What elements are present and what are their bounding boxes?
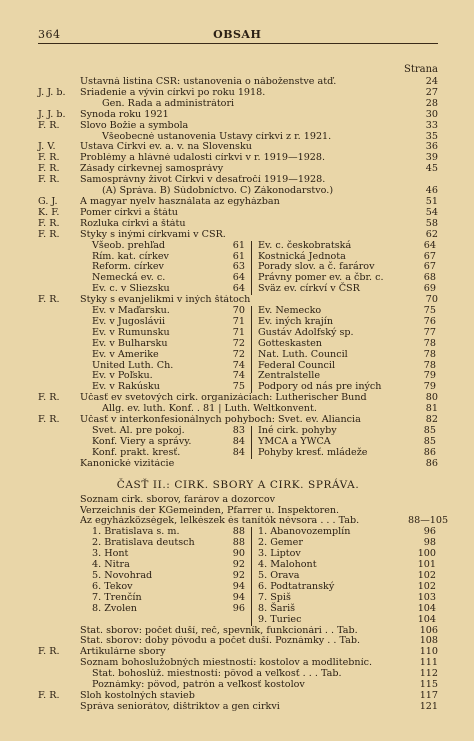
- item-page: 84: [232, 446, 245, 458]
- item-name: Federal Council: [258, 359, 336, 371]
- item-name: 6. Tekov: [92, 580, 133, 592]
- header-rule: [38, 43, 438, 44]
- page-title: OBSAH: [213, 28, 262, 41]
- item-name: Ev. v Rumunsku: [92, 326, 170, 338]
- entry-title: Samosprávny život Církvi v desaťročí 1919—1928.: [80, 175, 326, 186]
- item-name: Ev. v Poľsku.: [92, 370, 153, 382]
- item-name: Pohyby kresť. mládeže: [258, 446, 368, 458]
- author-tag: F. R.: [38, 646, 60, 658]
- entry-page: 27: [425, 86, 438, 98]
- item-page: 68: [423, 272, 436, 284]
- author-tag: F. R.: [38, 228, 60, 240]
- item-name: Zentralstelle: [258, 370, 321, 382]
- entry-title: Rozluka církvi a štátu: [80, 218, 186, 229]
- grid-left-cell: [92, 350, 252, 361]
- item-page: 78: [423, 348, 436, 360]
- item-page: 75: [232, 381, 245, 393]
- item-name: 7. Trenčín: [92, 591, 142, 603]
- item-page: 92: [232, 559, 245, 571]
- grid-left-cell: [92, 448, 252, 459]
- toc-entry: [38, 506, 438, 517]
- toc-entry: [38, 415, 438, 426]
- grid-right-cell: [252, 350, 436, 361]
- entry-page: 62: [425, 228, 438, 240]
- entry-page: 28: [425, 97, 438, 109]
- toc-block-a: [38, 77, 438, 241]
- item-name: Konf. prakt. kresť.: [92, 446, 181, 458]
- entry-title: Verzeichnis der KGemeinden, Pfarrer u. Inspektoren.: [80, 505, 340, 516]
- grid-left-cell: [92, 615, 252, 626]
- entry-page: 46: [425, 185, 438, 197]
- item-page: 102: [417, 580, 436, 592]
- entry-title: Ústavná listina ČSR: ustanovenia o náboženstve atď.: [80, 77, 337, 87]
- toc-entry: [38, 647, 438, 658]
- author-tag: F. R.: [38, 119, 60, 131]
- entry-title: Účasť v interkonfesionálnych pohyboch: Svet. ev. Aliancia: [80, 415, 361, 426]
- author-tag: F. R.: [38, 392, 60, 404]
- toc-entry: [38, 658, 438, 669]
- entry-title: Styky s evanjelikmi v iných štátoch: [80, 295, 251, 306]
- entry-page: 112: [419, 668, 438, 680]
- author-tag: F. R.: [38, 294, 60, 306]
- entry-title: Sriadenie a vývin církvi po roku 1918.: [80, 87, 266, 98]
- item-name: Reform. církev: [92, 261, 164, 273]
- item-name: 7. Spiš: [258, 591, 291, 603]
- toc-entry: [38, 197, 438, 208]
- item-name: Právny pomer ev. a čbr. c.: [258, 272, 384, 284]
- entry-page: 54: [425, 206, 438, 218]
- entry-page: 70: [425, 294, 438, 306]
- item-page: 61: [232, 250, 245, 262]
- section-heading: ČASŤ II.: CIRK. SBORY A CIRK. SPRÁVA.: [116, 478, 360, 491]
- author-tag: J. J. b.: [38, 86, 66, 98]
- entry-title: Styky s inými církvami v ČSR.: [80, 229, 226, 240]
- item-name: United Luth. Ch.: [92, 359, 174, 371]
- item-page: 64: [232, 272, 245, 284]
- entry-title: Az egyházközségek, lelkészek és tanítók névsora . . . Tab.: [80, 516, 360, 527]
- grid-right-cell: [252, 448, 436, 459]
- entry-page: 35: [425, 130, 438, 142]
- author-tag: F. R.: [38, 152, 60, 164]
- toc-entry: [38, 691, 438, 702]
- toc-entry: [38, 208, 438, 219]
- entry-page: 80: [425, 392, 438, 404]
- entry-title: Účasť ev svetových cirk. organizáciach: Lutherischer Bund: [80, 393, 367, 404]
- entry-page: 88—105: [408, 515, 449, 527]
- item-name: Gotteskasten: [258, 337, 322, 349]
- toc-entry: [38, 142, 438, 153]
- entry-page: 58: [425, 217, 438, 229]
- item-name: 4. Nitra: [92, 559, 130, 571]
- item-page: 75: [423, 305, 436, 317]
- item-name: Kostnická Jednota: [258, 250, 346, 262]
- entry-page: 121: [419, 700, 438, 712]
- item-page: 78: [423, 359, 436, 371]
- item-page: 102: [417, 569, 436, 581]
- item-name: Ev. iných krajín: [258, 315, 333, 327]
- toc-entry: [38, 230, 438, 241]
- entry-title: Allg. ev. luth. Konf. . 81 | Luth. Weltkonvent.: [102, 404, 317, 415]
- entry-title: Artikulárne sbory: [80, 647, 166, 658]
- page-number: 364: [38, 28, 61, 41]
- item-name: 9. Turiec: [258, 613, 302, 625]
- toc-entry: [38, 393, 438, 404]
- item-name: Rím. kat. církev: [92, 250, 169, 262]
- item-page: 104: [417, 602, 436, 614]
- item-name: Konf. Viery a správy.: [92, 435, 192, 447]
- item-page: 96: [423, 526, 436, 538]
- item-page: 63: [232, 261, 245, 273]
- item-page: 94: [232, 580, 245, 592]
- styky-states-table: [92, 306, 438, 393]
- author-tag: F. R.: [38, 689, 60, 701]
- item-name: Nemecká ev. c.: [92, 272, 166, 284]
- entry-title: Štat. bohoslúž. miestností: pôvod a veľkosť . . . Tab.: [92, 669, 342, 680]
- entry-title: Štat. sborov: počet duší, reč, spevník, funkcionári . . Tab.: [80, 625, 358, 636]
- toc-entry: [38, 404, 438, 415]
- item-page: 84: [232, 435, 245, 447]
- item-page: 61: [232, 239, 245, 251]
- toc-entry: [38, 121, 438, 132]
- item-page: 71: [232, 326, 245, 338]
- author-tag: F. R.: [38, 163, 60, 175]
- entry-page: 117: [419, 689, 438, 701]
- grid-right-cell: [252, 241, 436, 252]
- entry-page: 82: [425, 414, 438, 426]
- entry-page: 86: [425, 457, 438, 469]
- item-name: Ev. v Maďarsku.: [92, 305, 170, 317]
- toc-entry: [38, 636, 438, 647]
- toc-block-c: [38, 393, 438, 426]
- entry-page: 115: [419, 679, 438, 691]
- toc-entry: [38, 132, 438, 143]
- grid-left-cell: [92, 604, 252, 615]
- entry-title: Synoda roku 1921: [80, 109, 169, 120]
- item-name: Ev. c. českobratská: [258, 239, 352, 251]
- entry-title: Soznam cirk. sborov, farárov a dozorcov: [80, 494, 276, 505]
- toc-entry: [38, 110, 438, 121]
- item-name: Ev. v Rakúsku: [92, 381, 160, 393]
- toc-entry: [38, 669, 438, 680]
- item-page: 100: [417, 548, 436, 560]
- entry-title: Poznámky: pôvod, patrón a veľkosť kostolov: [92, 680, 305, 691]
- item-page: 96: [232, 602, 245, 614]
- toc-entry: [38, 219, 438, 230]
- item-page: 94: [232, 591, 245, 603]
- item-page: 74: [232, 370, 245, 382]
- item-page: 86: [423, 446, 436, 458]
- entry-page: 30: [425, 108, 438, 120]
- entry-title: Štat. sborov: doby pôvodu a počet duší. Poznámky . . Tab.: [80, 636, 361, 647]
- item-page: 72: [232, 337, 245, 349]
- page-header: [38, 28, 438, 41]
- item-page: 64: [232, 283, 245, 295]
- item-page: 88: [232, 526, 245, 538]
- grid-right-cell: [252, 604, 436, 615]
- districts-table: [92, 527, 438, 625]
- entry-page: 36: [425, 141, 438, 153]
- item-name: 8. Zvolen: [92, 602, 137, 614]
- item-name: Iné cirk. pohyby: [258, 425, 337, 436]
- item-page: 67: [423, 250, 436, 262]
- toc-entry: [38, 495, 438, 506]
- item-name: 1. Abanovozemplín: [258, 526, 351, 538]
- toc-entry: [38, 153, 438, 164]
- author-tag: G. J.: [38, 195, 58, 207]
- item-name: 3. Liptov: [258, 548, 301, 560]
- grid-right-cell: [252, 284, 436, 295]
- item-page: 70: [232, 305, 245, 317]
- entry-title: A magyar nyelv használata az egyházban: [80, 196, 280, 207]
- entry-title: (A) Správa. B) Súdobníctvo. C) Zákonodarstvo.): [102, 186, 334, 197]
- entry-title: Soznam bohoslužobných miestností: kostolov a modlitebníc.: [80, 658, 373, 669]
- item-name: 6. Podtatranský: [258, 580, 335, 592]
- item-page: 78: [423, 337, 436, 349]
- entry-page: 33: [425, 119, 438, 131]
- toc-entry: [38, 626, 438, 637]
- item-name: 2. Bratislava deutsch: [92, 537, 195, 549]
- toc-entry: [38, 99, 438, 110]
- author-tag: J. J. b.: [38, 108, 66, 120]
- toc-entry: [38, 459, 438, 470]
- item-name: 3. Hont: [92, 548, 129, 560]
- grid-right-cell: [252, 382, 436, 393]
- entry-page: 111: [419, 657, 438, 669]
- item-page: 69: [423, 283, 436, 295]
- toc-entry: [38, 295, 438, 306]
- entry-title: Sloh kostolných stavieb: [80, 690, 195, 701]
- grid-right-cell: [252, 615, 436, 626]
- entry-page: 81: [425, 403, 438, 415]
- interkonfes-table: [92, 426, 438, 459]
- entry-page: 110: [419, 646, 438, 658]
- entry-title: Správa seniorátov, dištriktov a gen cirkvi: [80, 701, 280, 712]
- item-page: 103: [417, 591, 436, 603]
- item-name: Porady slov. a č. farárov: [258, 261, 375, 273]
- item-page: 92: [232, 569, 245, 581]
- entry-title: Zásady církevnej samosprávy: [80, 164, 224, 175]
- entry-page: 106: [419, 624, 438, 636]
- item-name: Svet. Al. pre pokoj.: [92, 425, 185, 436]
- entry-page: 39: [425, 152, 438, 164]
- item-page: 64: [423, 239, 436, 251]
- grid-left-cell: [92, 241, 252, 252]
- item-name: 5. Novohrad: [92, 569, 153, 581]
- entry-title: Ústava Církvi ev. a. v. na Slovensku: [80, 142, 252, 153]
- item-name: Ev. v Amerike: [92, 348, 159, 360]
- item-name: 4. Malohont: [258, 559, 317, 571]
- author-tag: J. V.: [38, 141, 56, 153]
- toc-entry: [38, 515, 449, 527]
- item-name: Ev. Nemecko: [258, 305, 322, 317]
- toc-entry: [38, 702, 438, 713]
- item-page: 77: [423, 326, 436, 338]
- item-name: Sväz ev. církví v ČSR: [258, 283, 360, 295]
- entry-title: Slovo Božie a symbola: [80, 120, 189, 131]
- item-name: 8. Šariš: [258, 602, 296, 614]
- author-tag: F. R.: [38, 414, 60, 426]
- entry-title: Pomer církvi a štátu: [80, 207, 178, 218]
- item-page: 76: [423, 315, 436, 327]
- entry-page: 108: [419, 635, 438, 647]
- item-page: 74: [232, 359, 245, 371]
- item-name: Všeob. prehľad: [92, 239, 166, 251]
- item-name: Ev. v Bulharsku: [92, 337, 168, 349]
- item-name: Ev. v Jugoslávii: [92, 315, 166, 327]
- author-tag: F. R.: [38, 174, 60, 186]
- item-page: 72: [232, 348, 245, 360]
- item-page: 101: [417, 559, 436, 571]
- strana-label: Strana: [403, 64, 438, 75]
- item-page: 79: [423, 370, 436, 382]
- entry-page: 51: [425, 195, 438, 207]
- item-page: 104: [417, 613, 436, 625]
- entry-title: Problémy a hlávné udalosti církvi v r. 1919—1928.: [80, 153, 326, 164]
- author-tag: F. R.: [38, 217, 60, 229]
- toc-entry: [38, 175, 438, 186]
- entry-title: Gen. Rada a administrátori: [102, 98, 235, 109]
- item-page: 85: [423, 425, 436, 436]
- toc-entry: [38, 164, 438, 175]
- item-page: 71: [232, 315, 245, 327]
- item-name: Nat. Luth. Council: [258, 348, 348, 360]
- styky-csr-table: [92, 241, 438, 296]
- item-name: 5. Orava: [258, 569, 300, 581]
- item-name: YMCA a YWCA: [258, 435, 331, 447]
- toc-block-d: [38, 494, 449, 528]
- author-tag: K. F.: [38, 206, 60, 218]
- entry-title: Kanonické vizitácie: [80, 458, 175, 469]
- toc-entry: [38, 88, 438, 99]
- item-page: 88: [232, 537, 245, 549]
- item-page: 67: [423, 261, 436, 273]
- item-page: 98: [423, 537, 436, 549]
- entry-page: 24: [425, 76, 438, 87]
- item-page: 79: [423, 381, 436, 393]
- item-page: 83: [232, 425, 245, 436]
- entry-title: Všeobecné ustanovenia Ústavy církvi z r. 1921.: [102, 131, 332, 142]
- item-name: Podpory od nás pre iných: [258, 381, 382, 393]
- item-name: 2. Gemer: [258, 537, 303, 549]
- toc-entry: [38, 77, 438, 88]
- toc-entry: [38, 186, 438, 197]
- item-name: Ev. c. v Sliezsku: [92, 283, 170, 295]
- entry-page: 45: [425, 163, 438, 175]
- item-page: 90: [232, 548, 245, 560]
- item-name: 1. Bratislava s. m.: [92, 526, 180, 538]
- grid-left-cell: [92, 382, 252, 393]
- toc-block-e: [38, 626, 438, 713]
- item-name: Gustáv Adolfský sp.: [258, 326, 354, 338]
- item-page: 85: [423, 435, 436, 447]
- toc-entry: [38, 680, 438, 691]
- grid-left-cell: [92, 284, 252, 295]
